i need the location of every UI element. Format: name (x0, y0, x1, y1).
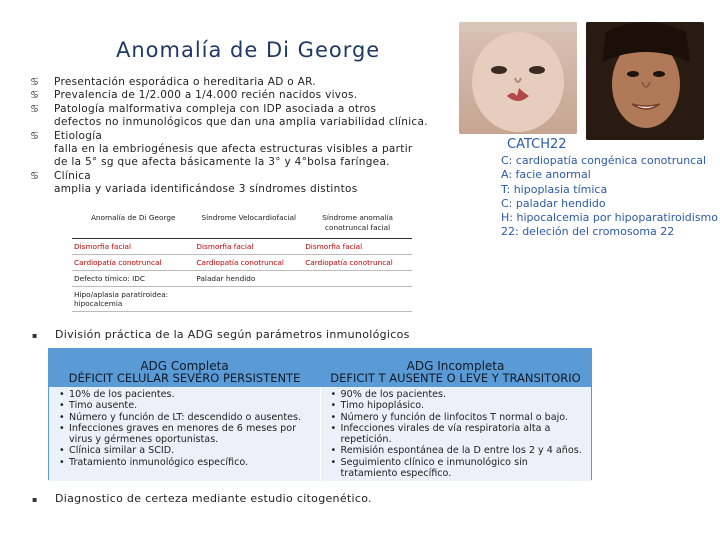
bullet-text: Prevalencia de 1/2.000 a 1/4.000 recién nacidos vivos. (54, 89, 358, 102)
adg-incomplete-title: ADG Incompleta (406, 359, 505, 373)
catch22-item: 22: deleción del cromosoma 22 (501, 225, 675, 239)
catch22-item: H: hipocalcemia por hipoparatiroidismo (501, 211, 718, 225)
catch22-item: T: hipoplasia tímica (501, 182, 608, 196)
table-cell: Cardiopatía conotruncal (72, 255, 194, 271)
table-cell: Dismorfia facial (303, 239, 412, 255)
table-cell (303, 271, 412, 287)
bullet-text: Clínica (54, 169, 92, 182)
list-item: • 90% de los pacientes. (331, 389, 588, 400)
bullet-symbol-icon: ♋ (30, 130, 40, 142)
bullet-continuation: amplia y variada identificándose 3 síndromes distintos (54, 183, 358, 196)
list-item: • Infecciones virales de vía respiratoria alta a repetición. (331, 423, 588, 446)
list-item: • Infecciones graves en menores de 6 meses por virus y gérmenes oportunistas. (59, 423, 316, 446)
diagnosis-text: Diagnostico de certeza mediante estudio citogenético. (55, 492, 372, 505)
table-cell: Dismorfia facial (72, 239, 194, 255)
list-item: • 10% de los pacientes. (59, 389, 316, 400)
catch22-item: C: paladar hendido (501, 196, 606, 210)
table-header-row (72, 210, 412, 239)
adg-complete-column (49, 387, 321, 481)
bullet-continuation: de la 5° sg que afecta básicamente la 3° y 4°bolsa faríngea. (54, 156, 390, 169)
adg-incomplete-subtitle: DEFICIT T AUSENTE O LEVE Y TRANSITORIO (330, 371, 581, 385)
adg-incomplete-header (320, 349, 591, 387)
table-cell: Cardiopatía conotruncal (303, 255, 412, 271)
catch22-item: C: cardiopatía congénica conotruncal (501, 154, 707, 168)
table-row (72, 287, 412, 312)
table-cell: Paladar hendido (194, 271, 303, 287)
list-item: • Clínica similar a SCID. (59, 445, 316, 456)
bullet-text: Patología malformativa compleja con IDP asociada a otros (54, 102, 377, 115)
infant-photo (459, 22, 577, 134)
bullet-item (30, 89, 450, 102)
list-item: • Timo ausente. (59, 400, 316, 411)
bullet-text: Presentación esporádica o hereditaria AD o AR. (54, 76, 317, 88)
table-cell: Cardiopatía conotruncal (194, 255, 303, 271)
list-item: • Número y función de LT: descendido o ausentes. (59, 412, 316, 423)
table-row (72, 255, 412, 271)
slide-title: Anomalía de Di George (116, 38, 381, 62)
square-bullet-icon: ▪ (32, 331, 38, 340)
bullet-text: Etiología (54, 129, 103, 142)
table-header: Anomalía de Di George (72, 210, 194, 239)
bullet-continuation: falla en la embriogénesis que afecta estructuras visibles a partir (54, 143, 413, 156)
table-cell: Dismorfia facial (194, 239, 303, 255)
catch22-item: A: facie anormal (501, 168, 591, 182)
adg-incomplete-column (321, 387, 592, 481)
list-item: • Tratamiento inmunológico específico. (59, 457, 316, 468)
list-item: • Timo hipoplásico. (331, 400, 588, 411)
list-item: • Remisión espontánea de la D entre los 2 y 4 años. (331, 445, 588, 456)
adg-body-row (49, 387, 591, 481)
table-cell (303, 287, 412, 312)
table-cell (194, 287, 303, 312)
table-row (72, 271, 412, 287)
bullet-symbol-icon: ♋ (30, 103, 40, 115)
bullet-item (30, 130, 450, 170)
adg-complete-title: ADG Completa (140, 359, 229, 373)
list-item: • Número y función de linfocitos T normal o bajo. (331, 412, 588, 423)
square-bullet-icon: ▪ (32, 495, 38, 504)
main-bullet-list (30, 76, 450, 197)
bullet-symbol-icon: ♋ (30, 170, 40, 182)
bullet-continuation: defectos no inmunológicos que dan una amplia variabilidad clínica. (54, 116, 428, 129)
adg-division-heading: División práctica de la ADG según parámetros inmunológicos (55, 328, 410, 341)
bullet-item (30, 76, 450, 89)
adg-header-row (49, 349, 591, 387)
adg-complete-header (49, 349, 320, 387)
girl-photo (586, 22, 704, 140)
table-row (72, 239, 412, 255)
table-header: Síndrome anomalía conotruncal facial (303, 210, 412, 239)
infant-face-illustration (459, 22, 577, 134)
syndrome-table (72, 210, 412, 312)
adg-complete-subtitle: DÉFICIT CELULAR SEVERO PERSISTENTE (68, 371, 301, 385)
catch22-box (501, 138, 718, 239)
catch22-title: CATCH22 (507, 137, 567, 152)
girl-face-illustration (586, 22, 704, 140)
table-cell: Defecto tímico: IDC (72, 271, 194, 287)
bullet-symbol-icon: ♋ (30, 90, 40, 102)
list-item: • Seguimiento clínico e inmunológico sin tratamiento específico. (331, 457, 588, 480)
bullet-item (30, 103, 450, 130)
bullet-item (30, 170, 450, 197)
table-cell: Hipo/aplasia paratiroidea: hipocalcemia (72, 287, 194, 312)
adg-comparison-table (48, 348, 592, 480)
table-header: Síndrome Velocardiofacial (194, 210, 303, 239)
bullet-symbol-icon: ♋ (30, 77, 40, 88)
